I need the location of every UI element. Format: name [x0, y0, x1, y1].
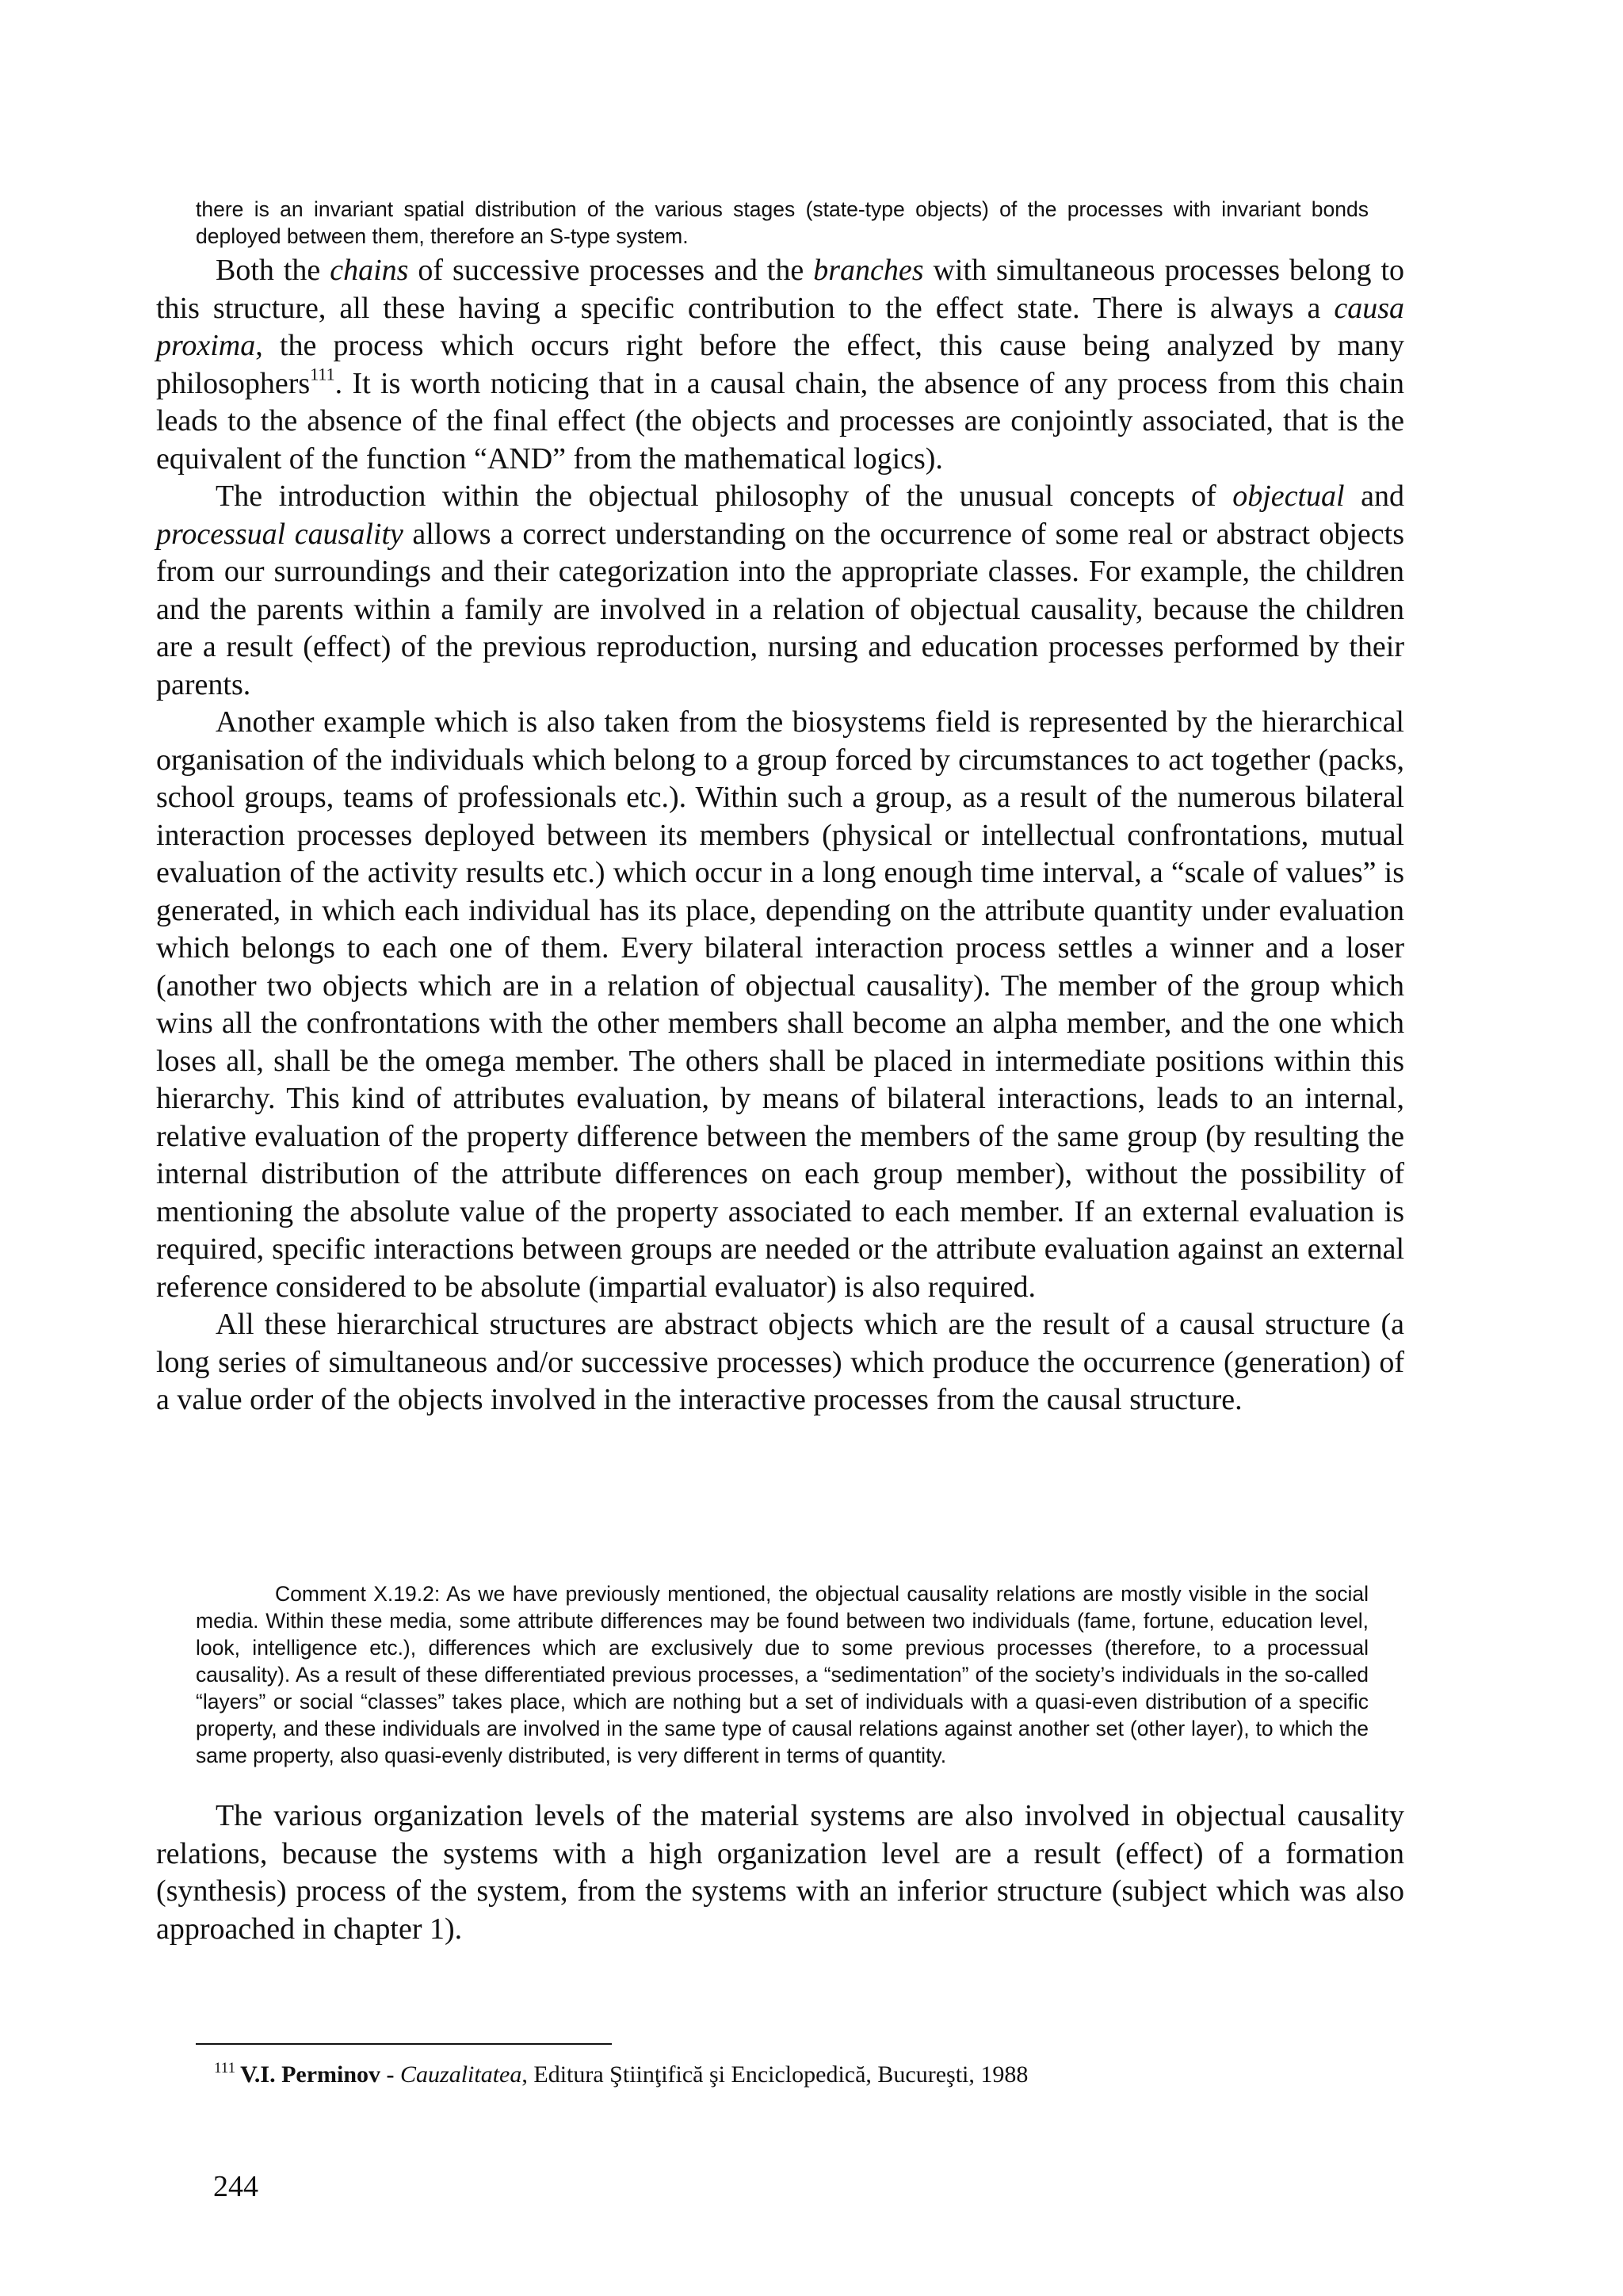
paragraph-1-italic-chains: chains [330, 254, 409, 287]
paragraph-1-text-c: with simultaneous processes belong to this structure, all these having a specific contribution to the effect state. There is always a [156, 254, 1404, 325]
paragraph-1-text-a: Both the [216, 254, 330, 287]
footnote-publisher: , Editura Ştiinţifică şi Enciclopedică, Bucureşti, 1988 [521, 2061, 1029, 2088]
paragraph-2 [156, 478, 1404, 704]
paragraph-1-text-b: of successive processes and the [408, 254, 814, 287]
main-text-upper [156, 252, 1404, 1419]
page-number: 244 [213, 2170, 258, 2203]
paragraph-2-text-b: and [1344, 479, 1404, 513]
paragraph-4: All these hierarchical structures are abstract objects which are the result of a causal structure (a long series of simultaneous and/or successive processes) which produce the occurrence (generation) of a value order of the objects involved in the interactive processes from the causal structure. [156, 1308, 1404, 1416]
footnote-number: 111 [214, 2060, 236, 2076]
paragraph-2-text-a: The introduction within the objectual philosophy of the unusual concepts of [216, 479, 1233, 513]
footnote-author: V.I. Perminov - [240, 2061, 395, 2088]
footnote-title: Cauzalitatea [400, 2061, 522, 2088]
paragraph-3: Another example which is also taken from the biosystems field is represented by the hierarchical organisation of the individuals which belong to a group forced by circumstances to act together (packs, school groups, teams of professionals etc.). Within such a group, as a result of the numerous bilateral interaction processes deployed between its members (physical or intellectual confrontations, mutual evaluation of the activity results etc.) which occur in a long enough time interval, a “scale of values” is generated, in which each individual has its place, depending on the attribute quantity under evaluation which belongs to each one of them. Every bilateral interaction process settles a winner and a loser (another two objects which are in a relation of objectual causality). The member of the group which wins all the confrontations with the other members shall become an alpha member, and the one which loses all, shall be the omega member. The others shall be placed in intermediate positions within this hierarchy. This kind of attributes evaluation, by means of bilateral interactions, leads to an internal, relative evaluation of the property difference between the members of the same group (by resulting the internal distribution of the attribute differences on each group member), without the possibility of mentioning the absolute value of the property associated to each member. If an external evaluation is required, specific interactions between groups are needed or the attribute evaluation against an external reference considered to be absolute (impartial evaluator) is also required. [156, 705, 1404, 1304]
paragraph-1-text-e: . It is worth noticing that in a causal chain, the absence of any process from this chain leads to the absence of the final effect (the objects and processes are conjointly associated, that is the equivalent of the function “AND” from the mathematical logics). [156, 366, 1404, 476]
comment-block: Comment X.19.2: As we have previously mentioned, the objectual causality relations are mostly visible in the social media. Within these media, some attribute differences may be found between two individuals (fame, fortune, education level, look, intelligence etc.), differences which are exclusively due to some previous processes (therefore, to a processual causality). As a result of these differentiated previous processes, a “sedimentation” of the society’s individuals in the so-called “layers” or social “classes” takes place, which are nothing but a set of individuals with a quasi-even distribution of a specific property, and these individuals are involved in the same type of causal relations against another set (other layer), to which the same property, also quasi-evenly distributed, is very different in terms of quantity. [196, 1582, 1369, 1767]
paragraph-2-italic-processual-causality: processual causality [156, 517, 403, 551]
paragraph-5: The various organization levels of the material systems are also involved in objectual causality relations, because the systems with a high organization level are a result (effect) of a formation (synthesis) process of the system, from the systems with an inferior structure (subject which was also approached in chapter 1). [156, 1799, 1404, 1946]
footnote-separator [196, 2043, 612, 2045]
footnote-reference: 111 [310, 363, 335, 384]
paragraph-2-italic-objectual: objectual [1232, 479, 1345, 513]
paragraph-1-italic-branches: branches [813, 254, 924, 287]
paragraph-1-italic-causa-proxima: causa proxima [156, 291, 1404, 362]
paragraph-2-text-c: allows a correct understanding on the occurrence of some real or abstract objects from our surroundings and their categorization into the appropriate classes. For example, the children and the parents within a family are involved in a relation of objectual causality, because the children are a result (effect) of the previous reproduction, nursing and education processes performed by their parents. [156, 517, 1405, 701]
paragraph-1 [156, 252, 1404, 478]
main-text-lower [156, 1797, 1404, 1948]
paragraph-1-text-d: , the process which occurs right before the effect, this cause being analyzed by many philosophers [156, 329, 1404, 400]
top-note: there is an invariant spatial distribution of the various stages (state-type objects) of the processes with invariant bonds deployed between them, therefore an S-type system. [196, 197, 1369, 248]
footnote [214, 2053, 1387, 2091]
